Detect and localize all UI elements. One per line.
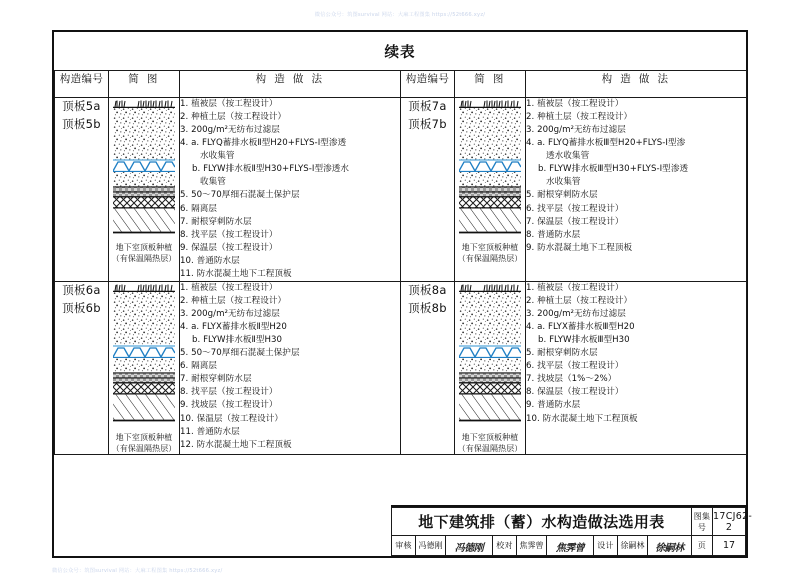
method-item: 3. 200g/m²无纺布过滤层 xyxy=(526,125,626,136)
root-resistant-waterproof-layer xyxy=(113,198,175,208)
code-line: 顶板7b xyxy=(408,116,447,131)
method-item: 10. 保温层（按工程设计） xyxy=(180,413,284,424)
drainage-board-layer xyxy=(113,161,175,172)
header-code-left: 构造编号 xyxy=(55,71,109,98)
table-row xyxy=(55,98,747,282)
protective-concrete-layer xyxy=(459,358,521,373)
method-list-3 xyxy=(526,282,746,426)
isolation-layer xyxy=(113,188,175,192)
header-method-left: 构 造 做 法 xyxy=(180,71,401,98)
method-item: 5. 耐根穿刺防水层 xyxy=(526,348,598,359)
caption-line: （有保温隔热层） xyxy=(457,443,523,453)
method-item: 11. 防水混凝土地下工程顶板 xyxy=(180,268,292,279)
method-list-1 xyxy=(526,98,746,255)
method-item: b. FLYW排水板Ⅲ型H30+FLYS-Ⅰ型渗透 xyxy=(538,164,689,175)
drawing-title: 地下建筑排（蓄）水构造做法选用表 xyxy=(391,508,691,536)
protective-concrete-layer xyxy=(113,358,175,373)
caption-line: （有保温隔热层） xyxy=(111,253,177,263)
atlas-number-label: 图集号 xyxy=(692,508,713,536)
roof-planting-detail-diagram xyxy=(459,98,521,240)
code-cell-2 xyxy=(55,281,109,455)
code-line: 顶板6b xyxy=(62,300,101,315)
code-cell-1 xyxy=(401,98,455,282)
method-item: 5. 50～70厚细石混凝土保护层 xyxy=(180,190,300,201)
method-item: 2. 种植土层（按工程设计） xyxy=(526,112,633,123)
caption-line: 地下室顶板种植 xyxy=(461,432,519,442)
protective-concrete-layer xyxy=(459,172,521,187)
header-figure-right: 简 图 xyxy=(455,71,526,98)
method-item: 4. a. FLYX蓄排水板Ⅲ型H20 xyxy=(526,322,635,333)
table-header-row xyxy=(55,71,747,98)
drainage-board-layer xyxy=(113,346,175,357)
figure-caption-1 xyxy=(458,243,523,265)
design-label: 设计 xyxy=(593,536,617,556)
title-block-spacer xyxy=(54,505,391,556)
figure-caption-0 xyxy=(112,243,177,265)
caption-line: 地下室顶板种植 xyxy=(115,243,173,252)
roof-planting-detail-diagram xyxy=(113,98,175,240)
watermark-bottom: 微信公众号：筑图survival 网站：大麻工程图集 https://52t666.xyz/ xyxy=(52,568,223,574)
check-signature: 焦霁曾 xyxy=(555,543,585,554)
levelling-layer xyxy=(113,378,175,382)
method-item: 7. 耐根穿刺防水层 xyxy=(180,374,252,385)
isolation-layer xyxy=(459,188,521,192)
method-cell-0 xyxy=(180,98,401,282)
waterproof-concrete-slab xyxy=(113,209,175,233)
check-signature-cell xyxy=(546,536,593,556)
root-resistant-waterproof-layer xyxy=(113,383,175,393)
planting-soil-layer xyxy=(113,108,175,160)
table-row xyxy=(55,281,747,455)
code-line: 顶板8b xyxy=(408,300,447,315)
method-item: 1. 植被层（按工程设计） xyxy=(526,282,624,293)
method-item: 2. 种植土层（按工程设计） xyxy=(180,112,287,123)
levelling-layer xyxy=(459,378,521,382)
method-item: 8. 普通防水层 xyxy=(526,229,581,240)
method-item: 7. 保温层（按工程设计） xyxy=(526,216,624,227)
title-block-right xyxy=(391,505,753,556)
method-item: 7. 找坡层（1%～2%） xyxy=(526,374,617,385)
protective-concrete-layer xyxy=(113,172,175,187)
method-item: 水收集管 xyxy=(546,177,581,188)
page-title: 续表 xyxy=(384,44,416,61)
method-item: b. FLYW排水板Ⅱ型H30 xyxy=(192,335,283,346)
vegetation-layer xyxy=(461,284,518,291)
method-list-0 xyxy=(180,98,400,281)
method-item: 10. 防水混凝土地下工程顶板 xyxy=(526,413,638,424)
waterproof-concrete-slab xyxy=(459,394,521,420)
figure-cell-2 xyxy=(109,281,180,455)
code-line: 顶板5a xyxy=(62,99,101,113)
vegetation-layer xyxy=(115,284,172,291)
code-line: 顶板8a xyxy=(408,282,447,297)
method-item: 7. 耐根穿刺防水层 xyxy=(180,216,252,227)
design-name: 徐嗣林 xyxy=(617,536,647,556)
roof-planting-detail-diagram xyxy=(113,282,175,430)
method-item: 8. 找平层（按工程设计） xyxy=(180,387,278,398)
header-code-right: 构造编号 xyxy=(401,71,455,98)
caption-line: （有保温隔热层） xyxy=(457,253,523,263)
method-item: 10. 普通防水层 xyxy=(180,255,240,266)
header-figure-left: 简 图 xyxy=(109,71,180,98)
method-item: 9. 防水混凝土地下工程顶板 xyxy=(526,242,633,253)
review-name: 冯德刚 xyxy=(415,536,445,556)
method-item: 4. a. FLYX蓄排水板Ⅱ型H20 xyxy=(180,322,287,333)
code-line: 顶板5b xyxy=(62,116,101,131)
method-item: 1. 植被层（按工程设计） xyxy=(526,99,624,109)
method-list-2 xyxy=(180,282,400,452)
review-signature: 冯德刚 xyxy=(454,543,484,554)
method-item: 8. 找平层（按工程设计） xyxy=(180,229,278,240)
design-signature: 徐嗣林 xyxy=(655,543,684,554)
method-item: 5. 耐根穿刺防水层 xyxy=(526,190,598,201)
method-item: 水收集管 xyxy=(200,151,235,162)
method-item: 4. a. FLYQ蓄排水板Ⅱ型H20+FLYS-Ⅰ型渗透 xyxy=(180,138,347,149)
check-name: 焦霁曾 xyxy=(516,536,546,556)
title-block xyxy=(54,505,753,556)
continued-title-bar xyxy=(54,32,746,70)
isolation-layer xyxy=(113,373,175,377)
method-item: 4. a. FLYQ蓄排水板Ⅲ型H20+FLYS-Ⅰ型渗 xyxy=(526,138,686,149)
method-item: 收集管 xyxy=(200,177,226,188)
method-item: 11. 普通防水层 xyxy=(180,426,240,437)
code-line: 顶板6a xyxy=(62,282,101,297)
method-item: 6. 隔离层 xyxy=(180,361,218,372)
method-item: 3. 200g/m²无纺布过滤层 xyxy=(526,309,626,319)
atlas-number-value: 17CJ62-2 xyxy=(713,508,746,536)
method-item: 2. 种植土层（按工程设计） xyxy=(526,295,633,306)
figure-cell-1 xyxy=(455,98,526,282)
caption-line: （有保温隔热层） xyxy=(111,443,177,453)
vegetation-layer xyxy=(115,101,172,108)
method-item: 5. 50～70厚细石混凝土保护层 xyxy=(180,348,300,359)
roof-planting-detail-diagram xyxy=(459,282,521,430)
root-resistant-waterproof-layer xyxy=(459,383,521,393)
drainage-board-layer xyxy=(459,346,521,357)
page-label: 页 xyxy=(692,536,713,556)
levelling-layer xyxy=(459,193,521,197)
method-item: 6. 找平层（按工程设计） xyxy=(526,203,624,214)
method-item: 1. 植被层（按工程设计） xyxy=(180,99,278,109)
method-item: 2. 种植土层（按工程设计） xyxy=(180,295,287,306)
levelling-layer xyxy=(113,193,175,197)
method-item: 3. 200g/m²无纺布过滤层 xyxy=(180,309,280,319)
drainage-board-layer xyxy=(459,161,521,172)
code-cell-3 xyxy=(401,281,455,455)
figure-caption-3 xyxy=(458,433,523,455)
method-cell-2 xyxy=(180,281,401,455)
header-method-right: 构 造 做 法 xyxy=(526,71,747,98)
page-number: 17 xyxy=(713,536,746,556)
method-cell-3 xyxy=(526,281,747,455)
method-item: 透水收集管 xyxy=(546,151,590,162)
waterproof-concrete-slab xyxy=(459,209,521,233)
check-label: 校对 xyxy=(492,536,516,556)
drawing-sheet xyxy=(52,30,753,558)
review-signature-cell xyxy=(445,536,492,556)
vegetation-layer xyxy=(461,101,518,108)
figure-cell-0 xyxy=(109,98,180,282)
watermark-top: 微信公众号：筑图survival 网站：大麻工程图集 https://52t666.xyz/ xyxy=(314,12,486,18)
planting-soil-layer xyxy=(459,108,521,160)
root-resistant-waterproof-layer xyxy=(459,198,521,208)
method-item: b. FLYW排水板Ⅱ型H30+FLYS-Ⅰ型渗透水 xyxy=(192,164,350,175)
construction-method-table xyxy=(54,70,747,455)
figure-caption-2 xyxy=(112,433,177,455)
caption-line: 地下室顶板种植 xyxy=(115,432,173,442)
method-item: 8. 保温层（按工程设计） xyxy=(526,387,624,398)
waterproof-concrete-slab xyxy=(113,394,175,420)
method-item: 6. 找平层（按工程设计） xyxy=(526,361,624,372)
isolation-layer xyxy=(459,373,521,377)
method-item: 9. 普通防水层 xyxy=(526,400,581,411)
planting-soil-layer xyxy=(113,292,175,346)
method-cell-1 xyxy=(526,98,747,282)
method-item: b. FLYW排水板Ⅲ型H30 xyxy=(538,335,630,346)
code-line: 顶板7a xyxy=(408,99,447,113)
method-item: 9. 保温层（按工程设计） xyxy=(180,242,278,253)
planting-soil-layer xyxy=(459,292,521,346)
review-label: 审核 xyxy=(391,536,415,556)
design-signature-cell xyxy=(647,536,691,556)
method-item: 12. 防水混凝土地下工程顶板 xyxy=(180,439,292,450)
method-item: 3. 200g/m²无纺布过滤层 xyxy=(180,125,280,136)
method-item: 1. 植被层（按工程设计） xyxy=(180,282,278,293)
figure-cell-3 xyxy=(455,281,526,455)
method-item: 9. 找坡层（按工程设计） xyxy=(180,400,278,411)
method-item: 6. 隔离层 xyxy=(180,203,218,214)
caption-line: 地下室顶板种植 xyxy=(461,243,519,252)
code-cell-0 xyxy=(55,98,109,282)
